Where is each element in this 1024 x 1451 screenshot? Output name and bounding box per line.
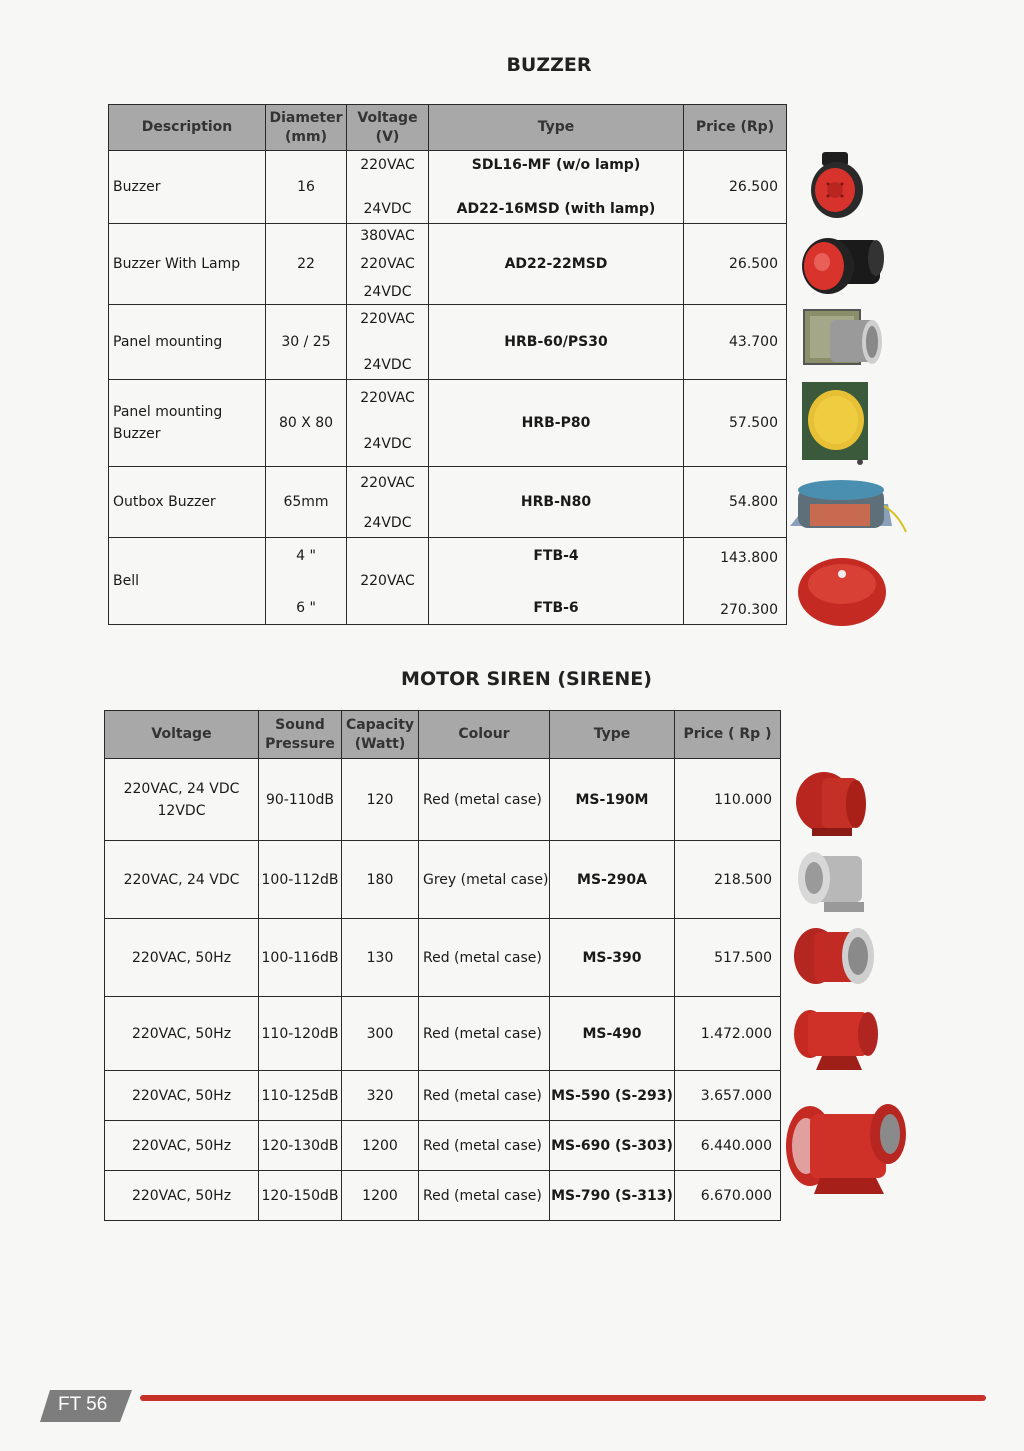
price-cell: 218.500	[675, 841, 781, 919]
buzzer-panel-hrbp80-image	[800, 380, 872, 468]
description-cell: Bell	[109, 538, 266, 625]
siren-table	[104, 710, 781, 1221]
header-capacity: Capacity (Watt)	[342, 711, 419, 759]
sound-cell: 90-110dB	[259, 759, 342, 841]
capacity-cell: 1200	[342, 1121, 419, 1171]
price-cell: 54.800	[684, 467, 787, 538]
type-cell: MS-790 (S-313)	[550, 1171, 675, 1221]
table-row	[105, 1171, 781, 1221]
siren-ms190m-image	[792, 768, 870, 840]
siren-ms390-image	[792, 926, 878, 990]
price-cell: 110.000	[675, 759, 781, 841]
description-cell: Buzzer With Lamp	[109, 224, 266, 305]
colour-cell: Red (metal case)	[419, 997, 550, 1071]
diameter-cell	[266, 538, 347, 625]
voltage-value: 24VDC	[363, 515, 412, 531]
header-voltage: Voltage	[105, 711, 259, 759]
table-row	[105, 1071, 781, 1121]
type-cell: HRB-P80	[429, 380, 684, 467]
colour-cell: Red (metal case)	[419, 1121, 550, 1171]
voltage-cell: 220VAC, 50Hz	[105, 919, 259, 997]
capacity-cell: 1200	[342, 1171, 419, 1221]
page-number: FT 56	[58, 1394, 108, 1415]
table-row	[105, 841, 781, 919]
diameter-value: 4 "	[296, 548, 316, 564]
sound-cell: 120-130dB	[259, 1121, 342, 1171]
buzzer-lamp-image	[798, 232, 886, 298]
siren-ms590-790-image	[784, 1100, 922, 1196]
type-value: FTB-6	[533, 600, 579, 616]
table-row	[109, 380, 787, 467]
colour-cell: Grey (metal case)	[419, 841, 550, 919]
voltage-cell: 220VAC, 24 VDC	[105, 841, 259, 919]
voltage-cell	[347, 380, 429, 467]
table-row	[109, 151, 787, 224]
header-price: Price ( Rp )	[675, 711, 781, 759]
buzzer-panel-hrb60-image	[800, 306, 886, 372]
description-cell: Outbox Buzzer	[109, 467, 266, 538]
header-sound-pressure: Sound Pressure	[259, 711, 342, 759]
colour-cell: Red (metal case)	[419, 919, 550, 997]
price-cell: 26.500	[684, 151, 787, 224]
sound-cell: 120-150dB	[259, 1171, 342, 1221]
price-cell: 43.700	[684, 305, 787, 380]
header-type: Type	[429, 105, 684, 151]
voltage-value: 24VDC	[363, 284, 412, 300]
type-cell	[429, 151, 684, 224]
sound-cell: 110-120dB	[259, 997, 342, 1071]
price-cell: 6.670.000	[675, 1171, 781, 1221]
voltage-cell: 220VAC, 24 VDC 12VDC	[105, 759, 259, 841]
type-cell: AD22-22MSD	[429, 224, 684, 305]
voltage-cell	[347, 305, 429, 380]
voltage-value: 220VAC	[360, 475, 415, 491]
table-row	[109, 305, 787, 380]
price-cell: 1.472.000	[675, 997, 781, 1071]
voltage-cell: 220VAC, 50Hz	[105, 1071, 259, 1121]
type-cell: MS-490	[550, 997, 675, 1071]
description-cell: Panel mounting Buzzer	[109, 380, 266, 467]
price-value: 270.300	[720, 602, 778, 618]
buzzer-table	[108, 104, 787, 625]
price-cell	[684, 538, 787, 625]
price-cell: 517.500	[675, 919, 781, 997]
footer-red-rule	[140, 1395, 986, 1401]
description-cell: Panel mounting	[109, 305, 266, 380]
buzzer-sdl16-image	[808, 150, 866, 220]
diameter-value: 6 "	[296, 600, 316, 616]
voltage-cell: 220VAC, 50Hz	[105, 1171, 259, 1221]
diameter-cell: 22	[266, 224, 347, 305]
header-price: Price (Rp)	[684, 105, 787, 151]
type-cell: HRB-N80	[429, 467, 684, 538]
diameter-cell: 80 X 80	[266, 380, 347, 467]
capacity-cell: 180	[342, 841, 419, 919]
colour-cell: Red (metal case)	[419, 1171, 550, 1221]
capacity-cell: 130	[342, 919, 419, 997]
type-value: SDL16-MF (w/o lamp)	[471, 157, 641, 173]
type-cell: MS-290A	[550, 841, 675, 919]
price-cell: 26.500	[684, 224, 787, 305]
table-row	[105, 1121, 781, 1171]
voltage-cell: 220VAC, 50Hz	[105, 997, 259, 1071]
voltage-cell	[347, 151, 429, 224]
capacity-cell: 320	[342, 1071, 419, 1121]
voltage-cell: 220VAC, 50Hz	[105, 1121, 259, 1171]
type-value: FTB-4	[533, 548, 579, 564]
table-row	[105, 997, 781, 1071]
voltage-value: 24VDC	[363, 201, 412, 217]
header-colour: Colour	[419, 711, 550, 759]
table-row	[109, 224, 787, 305]
type-cell: MS-590 (S-293)	[550, 1071, 675, 1121]
sound-cell: 100-116dB	[259, 919, 342, 997]
type-cell: MS-190M	[550, 759, 675, 841]
voltage-value: 380VAC	[360, 228, 415, 244]
siren-header-row	[105, 711, 781, 759]
description-cell: Buzzer	[109, 151, 266, 224]
voltage-cell	[347, 224, 429, 305]
diameter-cell: 30 / 25	[266, 305, 347, 380]
buzzer-section-title: BUZZER	[506, 54, 592, 76]
colour-cell: Red (metal case)	[419, 759, 550, 841]
capacity-cell: 300	[342, 997, 419, 1071]
colour-cell: Red (metal case)	[419, 1071, 550, 1121]
buzzer-outbox-image	[788, 474, 912, 544]
diameter-cell: 16	[266, 151, 347, 224]
type-cell: MS-690 (S-303)	[550, 1121, 675, 1171]
price-value: 143.800	[720, 550, 778, 566]
sound-cell: 110-125dB	[259, 1071, 342, 1121]
voltage-cell: 220VAC	[347, 538, 429, 625]
table-row	[105, 919, 781, 997]
header-voltage: Voltage (V)	[347, 105, 429, 151]
voltage-value: 220VAC	[360, 157, 415, 173]
table-row	[109, 467, 787, 538]
table-row	[105, 759, 781, 841]
header-type: Type	[550, 711, 675, 759]
voltage-cell	[347, 467, 429, 538]
sound-cell: 100-112dB	[259, 841, 342, 919]
price-cell: 57.500	[684, 380, 787, 467]
header-diameter: Diameter (mm)	[266, 105, 347, 151]
siren-ms290a-image	[794, 846, 872, 916]
siren-section-title: MOTOR SIREN (SIRENE)	[401, 668, 652, 690]
siren-ms490-image	[792, 1006, 880, 1072]
type-cell	[429, 538, 684, 625]
header-description: Description	[109, 105, 266, 151]
voltage-value: 220VAC	[360, 256, 415, 272]
table-row	[109, 538, 787, 625]
voltage-value: 220VAC	[360, 390, 415, 406]
capacity-cell: 120	[342, 759, 419, 841]
diameter-cell: 65mm	[266, 467, 347, 538]
type-cell: MS-390	[550, 919, 675, 997]
type-cell: HRB-60/PS30	[429, 305, 684, 380]
bell-image	[796, 554, 888, 628]
buzzer-header-row	[109, 105, 787, 151]
voltage-value: 24VDC	[363, 436, 412, 452]
type-value: AD22-16MSD (with lamp)	[456, 201, 656, 217]
price-cell: 6.440.000	[675, 1121, 781, 1171]
voltage-value: 24VDC	[363, 357, 412, 373]
price-cell: 3.657.000	[675, 1071, 781, 1121]
voltage-value: 220VAC	[360, 311, 415, 327]
